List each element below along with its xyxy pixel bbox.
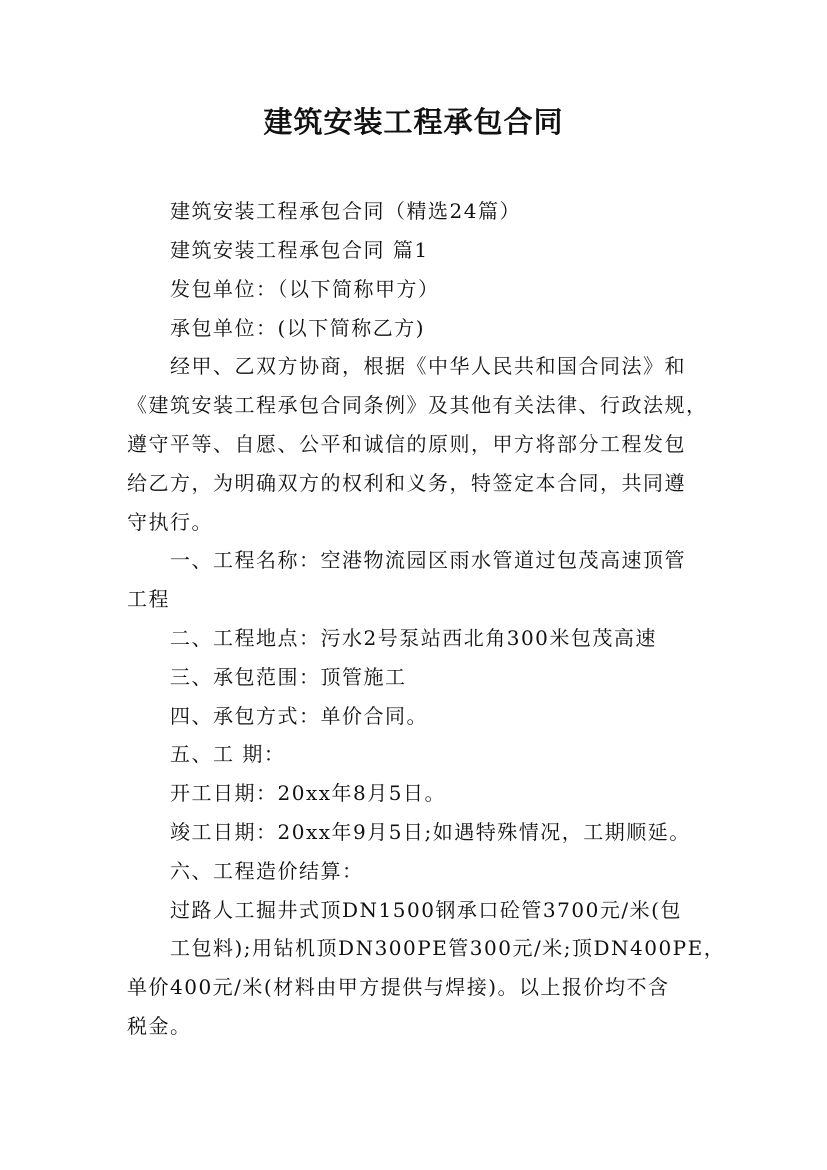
document-title: 建筑安装工程承包合同 bbox=[263, 105, 564, 139]
clause-method: 四、承包方式：单价合同。 bbox=[170, 704, 428, 728]
paragraph-line: 经甲、乙双方协商，根据《中华人民共和国合同法》和 bbox=[170, 354, 686, 378]
clause-duration: 五、工 期： bbox=[170, 742, 286, 766]
start-date-line: 开工日期：20xx年8月5日。 bbox=[170, 781, 446, 805]
paragraph-line: 守执行。 bbox=[127, 510, 213, 534]
party-b-line: 承包单位：(以下简称乙方) bbox=[170, 316, 426, 340]
paragraph-line: 《建筑安装工程承包合同条例》及其他有关法律、行政法规， bbox=[127, 393, 708, 417]
cost-line: 过路人工掘井式顶DN1500钢承口砼管3700元/米(包 bbox=[170, 898, 682, 922]
clause-scope: 三、承包范围：顶管施工 bbox=[170, 665, 407, 689]
clause-project-location: 二、工程地点：污水2号泵站西北角300米包茂高速 bbox=[170, 626, 657, 650]
party-a-line: 发包单位：（以下简称甲方） bbox=[170, 277, 440, 301]
section-heading: 建筑安装工程承包合同 篇1 bbox=[170, 238, 429, 262]
subtitle-line: 建筑安装工程承包合同（精选24篇） bbox=[170, 199, 521, 223]
cost-line: 单价400元/米(材料由甲方提供与焊接)。以上报价均不含 bbox=[127, 975, 670, 999]
clause-project-name: 一、工程名称：空港物流园区雨水管道过包茂高速顶管 bbox=[170, 548, 686, 572]
end-date-line: 竣工日期：20xx年9月5日;如遇特殊情况，工期顺延。 bbox=[170, 820, 691, 844]
cost-line: 工包料);用钻机顶DN300PE管300元/米;顶DN400PE， bbox=[170, 936, 726, 960]
paragraph-line: 给乙方，为明确双方的权利和义务，特签定本合同，共同遵 bbox=[127, 471, 686, 495]
clause-cost: 六、工程造价结算： bbox=[170, 859, 364, 883]
clause-project-name-cont: 工程 bbox=[127, 587, 170, 611]
paragraph-line: 遵守平等、自愿、公平和诚信的原则，甲方将部分工程发包 bbox=[127, 432, 686, 456]
cost-line: 税金。 bbox=[127, 1014, 192, 1038]
